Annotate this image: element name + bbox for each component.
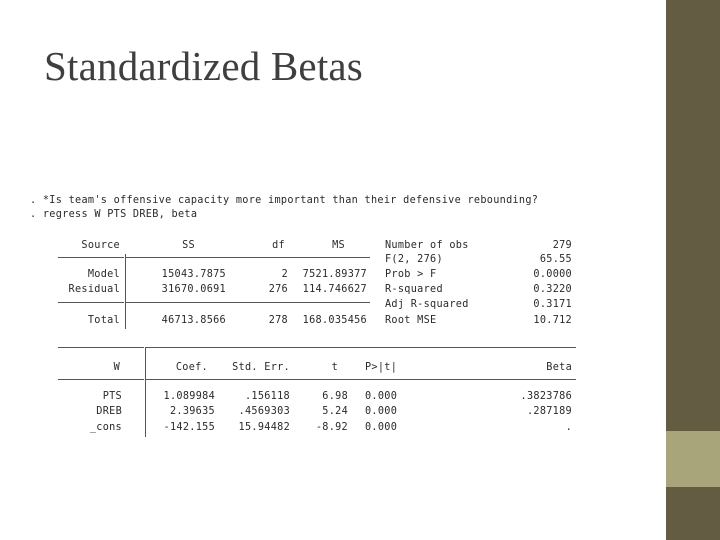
anova-source-residual: Residual [68, 284, 120, 295]
anova-df-residual: 276 [268, 284, 288, 295]
sidebar-accent-block [666, 431, 720, 487]
stat-value-rmse: 10.712 [533, 315, 572, 326]
anova-ss-model: 15043.7875 [161, 269, 226, 280]
stata-command-line: . regress W PTS DREB, beta [30, 209, 198, 220]
coef-header-rule-right [146, 379, 576, 380]
stat-value-r2: 0.3220 [533, 284, 572, 295]
coef-header-t: t [331, 362, 338, 373]
coef-top-rule-right [146, 347, 576, 348]
anova-total-rule-left [58, 302, 124, 303]
coef-coef-pts: 1.089984 [163, 391, 215, 402]
anova-total-rule-right [126, 302, 370, 303]
stat-value-nobs: 279 [552, 240, 572, 251]
anova-source-total: Total [87, 315, 120, 326]
anova-header-ms: MS [332, 240, 345, 251]
coef-var-dreb: DREB [96, 406, 122, 417]
anova-ms-model: 7521.89377 [302, 269, 367, 280]
coef-header-p: P>|t| [365, 362, 398, 373]
anova-df-model: 2 [281, 269, 288, 280]
coef-se-pts: .156118 [244, 391, 290, 402]
anova-source-model: Model [87, 269, 120, 280]
coef-p-cons: 0.000 [365, 422, 398, 433]
coef-t-cons: -8.92 [315, 422, 348, 433]
coef-var-cons: _cons [89, 422, 122, 433]
coef-header-se: Std. Err. [232, 362, 290, 373]
anova-divider [125, 254, 126, 329]
stat-label-rmse: Root MSE [385, 315, 437, 326]
coef-header-dep: W [113, 362, 120, 373]
coef-beta-cons: . [565, 422, 572, 433]
anova-ms-residual: 114.746627 [302, 284, 367, 295]
coef-se-dreb: .4569303 [238, 406, 290, 417]
stat-value-probf: 0.0000 [533, 269, 572, 280]
stat-label-r2: R-squared [385, 284, 443, 295]
coef-header-coef: Coef. [175, 362, 208, 373]
stata-regression-output [30, 192, 590, 442]
anova-header-rule-left [58, 257, 124, 258]
coef-beta-dreb: .287189 [526, 406, 572, 417]
anova-ms-total: 168.035456 [302, 315, 367, 326]
coef-top-rule-left [58, 347, 144, 348]
anova-header-ss: SS [182, 240, 195, 251]
coef-t-dreb: 5.24 [322, 406, 348, 417]
stat-label-f: F(2, 276) [385, 254, 443, 265]
stat-label-adjr2: Adj R-squared [385, 299, 469, 310]
stata-comment-line: . *Is team's offensive capacity more important than their defensive rebounding? [30, 195, 539, 206]
coef-header-beta: Beta [546, 362, 572, 373]
anova-df-total: 278 [268, 315, 288, 326]
coef-header-rule-left [58, 379, 144, 380]
coef-se-cons: 15.94482 [238, 422, 290, 433]
coef-beta-pts: .3823786 [520, 391, 572, 402]
anova-header-rule-right [126, 257, 370, 258]
coef-p-pts: 0.000 [365, 391, 398, 402]
anova-header-source: Source [81, 240, 120, 251]
slide-title: Standardized Betas [44, 43, 363, 89]
stat-label-probf: Prob > F [385, 269, 437, 280]
anova-ss-total: 46713.8566 [161, 315, 226, 326]
coef-p-dreb: 0.000 [365, 406, 398, 417]
stat-value-f: 65.55 [539, 254, 572, 265]
stat-value-adjr2: 0.3171 [533, 299, 572, 310]
coef-coef-dreb: 2.39635 [169, 406, 215, 417]
coef-coef-cons: -142.155 [163, 422, 215, 433]
stat-label-nobs: Number of obs [385, 240, 469, 251]
coef-var-pts: PTS [102, 391, 122, 402]
anova-ss-residual: 31670.0691 [161, 284, 226, 295]
coef-t-pts: 6.98 [322, 391, 348, 402]
anova-header-df: df [272, 240, 285, 251]
